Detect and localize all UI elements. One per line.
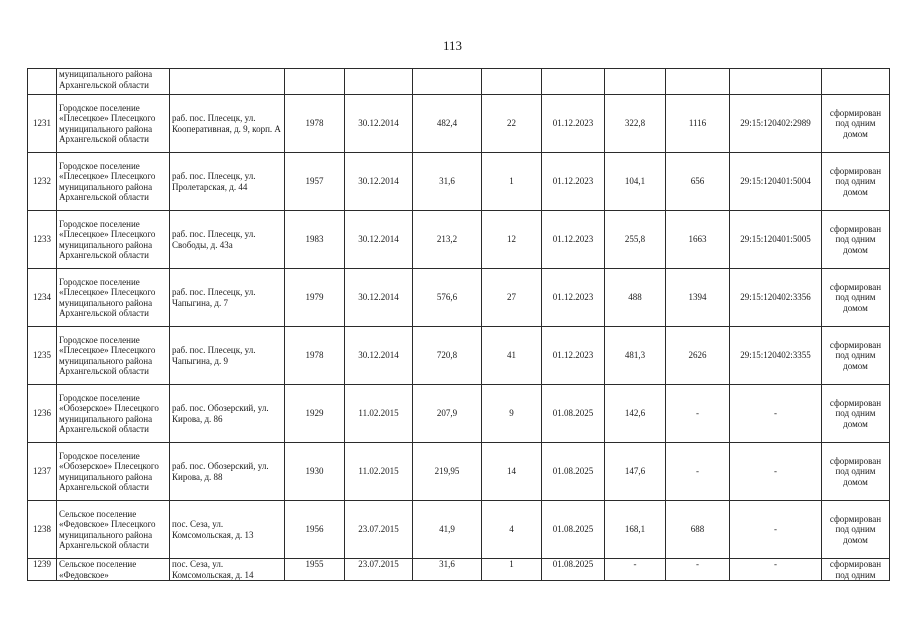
cell-cadastral-number: -	[730, 501, 822, 559]
cell-cadastral-number: 29:15:120401:5004	[730, 153, 822, 211]
cell-address: раб. пос. Плесецк, ул. Чапыгина, д. 9	[170, 327, 285, 385]
cell-municipality-name: Городское поселение «Плесецкое» Плесецкого муниципального района Архангельской области	[57, 95, 170, 153]
cell-date-recognized: 30.12.2014	[345, 153, 413, 211]
cell-total-area: 31,6	[413, 559, 482, 581]
cell-municipality-name: муниципального района Архангельской области	[57, 69, 170, 95]
cell-municipality-name: Сельское поселение «Федовское» Плесецкого муниципального района Архангельской области	[57, 501, 170, 559]
cell-land-area	[666, 69, 730, 95]
cell-land-area: -	[666, 443, 730, 501]
cell-area-2	[605, 69, 666, 95]
cell-cadastral-number: -	[730, 559, 822, 581]
cell-year-built: 1979	[285, 269, 345, 327]
cell-total-area: 213,2	[413, 211, 482, 269]
cell-total-area: 576,6	[413, 269, 482, 327]
cell-land-status: сформирован под одним домом	[822, 211, 890, 269]
page-number: 113	[442, 38, 463, 53]
cell-planned-date: 01.08.2025	[542, 385, 605, 443]
cell-planned-date: 01.12.2023	[542, 153, 605, 211]
table-row	[28, 69, 890, 95]
table-row	[28, 95, 890, 153]
cell-land-area: 1663	[666, 211, 730, 269]
cell-year-built: 1978	[285, 95, 345, 153]
cell-residents-count: 22	[482, 95, 542, 153]
cell-row-number: 1233	[28, 211, 57, 269]
cell-row-number: 1231	[28, 95, 57, 153]
cell-municipality-name: Городское поселение «Обозерское» Плесецкого муниципального района Архангельской области	[57, 385, 170, 443]
table-row	[28, 153, 890, 211]
cell-municipality-name: Городское поселение «Плесецкое» Плесецкого муниципального района Архангельской области	[57, 153, 170, 211]
cell-land-status: сформирован под одним домом	[822, 385, 890, 443]
cell-cadastral-number: -	[730, 443, 822, 501]
cell-address: пос. Сеза, ул. Комсомольская, д. 14	[170, 559, 285, 581]
cell-row-number: 1239	[28, 559, 57, 581]
table-row	[28, 559, 890, 581]
cell-land-status: сформирован под одним домом	[822, 269, 890, 327]
cell-year-built: 1957	[285, 153, 345, 211]
cell-address: пос. Сеза, ул. Комсомольская, д. 13	[170, 501, 285, 559]
cell-row-number: 1236	[28, 385, 57, 443]
cell-area-2: 255,8	[605, 211, 666, 269]
cell-date-recognized: 23.07.2015	[345, 559, 413, 581]
cell-date-recognized: 30.12.2014	[345, 327, 413, 385]
table-row	[28, 211, 890, 269]
cell-row-number: 1232	[28, 153, 57, 211]
cell-address: раб. пос. Плесецк, ул. Чапыгина, д. 7	[170, 269, 285, 327]
cell-row-number: 1237	[28, 443, 57, 501]
cell-planned-date: 01.08.2025	[542, 443, 605, 501]
cell-planned-date: 01.12.2023	[542, 211, 605, 269]
cell-planned-date	[542, 69, 605, 95]
cell-row-number: 1235	[28, 327, 57, 385]
cell-residents-count: 41	[482, 327, 542, 385]
cell-total-area	[413, 69, 482, 95]
cell-total-area: 31,6	[413, 153, 482, 211]
cell-municipality-name: Городское поселение «Плесецкое» Плесецкого муниципального района Архангельской области	[57, 327, 170, 385]
cell-address: раб. пос. Обозерский, ул. Кирова, д. 86	[170, 385, 285, 443]
cell-municipality-name: Городское поселение «Обозерское» Плесецкого муниципального района Архангельской области	[57, 443, 170, 501]
cell-area-2: 142,6	[605, 385, 666, 443]
cell-total-area: 41,9	[413, 501, 482, 559]
cell-address: раб. пос. Плесецк, ул. Кооперативная, д. 9, корп. А	[170, 95, 285, 153]
cell-row-number: 1238	[28, 501, 57, 559]
cell-land-area: 1116	[666, 95, 730, 153]
cell-land-area: 1394	[666, 269, 730, 327]
table-row	[28, 443, 890, 501]
cell-date-recognized: 11.02.2015	[345, 385, 413, 443]
cell-planned-date: 01.12.2023	[542, 327, 605, 385]
cell-planned-date: 01.08.2025	[542, 559, 605, 581]
cell-date-recognized	[345, 69, 413, 95]
table-row	[28, 501, 890, 559]
cell-residents-count: 12	[482, 211, 542, 269]
cell-cadastral-number	[730, 69, 822, 95]
cell-municipality-name: Сельское поселение «Федовское»	[57, 559, 170, 581]
cell-area-2: 147,6	[605, 443, 666, 501]
cell-year-built: 1978	[285, 327, 345, 385]
cell-land-area: 656	[666, 153, 730, 211]
cell-planned-date: 01.12.2023	[542, 269, 605, 327]
cell-land-area: -	[666, 385, 730, 443]
cell-land-status: сформирован под одним домом	[822, 153, 890, 211]
cell-land-status	[822, 69, 890, 95]
cell-planned-date: 01.12.2023	[542, 95, 605, 153]
cell-address	[170, 69, 285, 95]
cell-residents-count	[482, 69, 542, 95]
cell-cadastral-number: 29:15:120402:3356	[730, 269, 822, 327]
cell-cadastral-number: -	[730, 385, 822, 443]
cell-residents-count: 14	[482, 443, 542, 501]
cell-planned-date: 01.08.2025	[542, 501, 605, 559]
cell-date-recognized: 23.07.2015	[345, 501, 413, 559]
cell-date-recognized: 11.02.2015	[345, 443, 413, 501]
cell-row-number	[28, 69, 57, 95]
cell-year-built	[285, 69, 345, 95]
cell-land-area: -	[666, 559, 730, 581]
cell-date-recognized: 30.12.2014	[345, 269, 413, 327]
cell-area-2: 168,1	[605, 501, 666, 559]
cell-cadastral-number: 29:15:120402:2989	[730, 95, 822, 153]
cell-year-built: 1956	[285, 501, 345, 559]
table-row	[28, 269, 890, 327]
cell-total-area: 482,4	[413, 95, 482, 153]
cell-address: раб. пос. Обозерский, ул. Кирова, д. 88	[170, 443, 285, 501]
cell-residents-count: 9	[482, 385, 542, 443]
cell-cadastral-number: 29:15:120401:5005	[730, 211, 822, 269]
cell-year-built: 1929	[285, 385, 345, 443]
cell-municipality-name: Городское поселение «Плесецкое» Плесецкого муниципального района Архангельской области	[57, 269, 170, 327]
cell-residents-count: 1	[482, 559, 542, 581]
cell-land-status: сформирован под одним	[822, 559, 890, 581]
cell-total-area: 207,9	[413, 385, 482, 443]
cell-land-status: сформирован под одним домом	[822, 95, 890, 153]
cell-land-area: 2626	[666, 327, 730, 385]
cell-date-recognized: 30.12.2014	[345, 95, 413, 153]
cell-date-recognized: 30.12.2014	[345, 211, 413, 269]
cell-year-built: 1930	[285, 443, 345, 501]
cell-land-status: сформирован под одним домом	[822, 501, 890, 559]
cell-row-number: 1234	[28, 269, 57, 327]
cell-area-2: 104,1	[605, 153, 666, 211]
table-row	[28, 327, 890, 385]
cell-total-area: 219,95	[413, 443, 482, 501]
cell-land-status: сформирован под одним домом	[822, 443, 890, 501]
cell-year-built: 1955	[285, 559, 345, 581]
cell-year-built: 1983	[285, 211, 345, 269]
table-row	[28, 385, 890, 443]
cell-area-2: 481,3	[605, 327, 666, 385]
cell-residents-count: 27	[482, 269, 542, 327]
cell-total-area: 720,8	[413, 327, 482, 385]
cell-area-2: 322,8	[605, 95, 666, 153]
cell-area-2: -	[605, 559, 666, 581]
cell-cadastral-number: 29:15:120402:3355	[730, 327, 822, 385]
cell-land-area: 688	[666, 501, 730, 559]
cell-address: раб. пос. Плесецк, ул. Пролетарская, д. 44	[170, 153, 285, 211]
cell-area-2: 488	[605, 269, 666, 327]
housing-registry-table	[27, 68, 890, 581]
cell-residents-count: 4	[482, 501, 542, 559]
cell-residents-count: 1	[482, 153, 542, 211]
cell-land-status: сформирован под одним домом	[822, 327, 890, 385]
cell-municipality-name: Городское поселение «Плесецкое» Плесецкого муниципального района Архангельской области	[57, 211, 170, 269]
cell-address: раб. пос. Плесецк, ул. Свободы, д. 43а	[170, 211, 285, 269]
